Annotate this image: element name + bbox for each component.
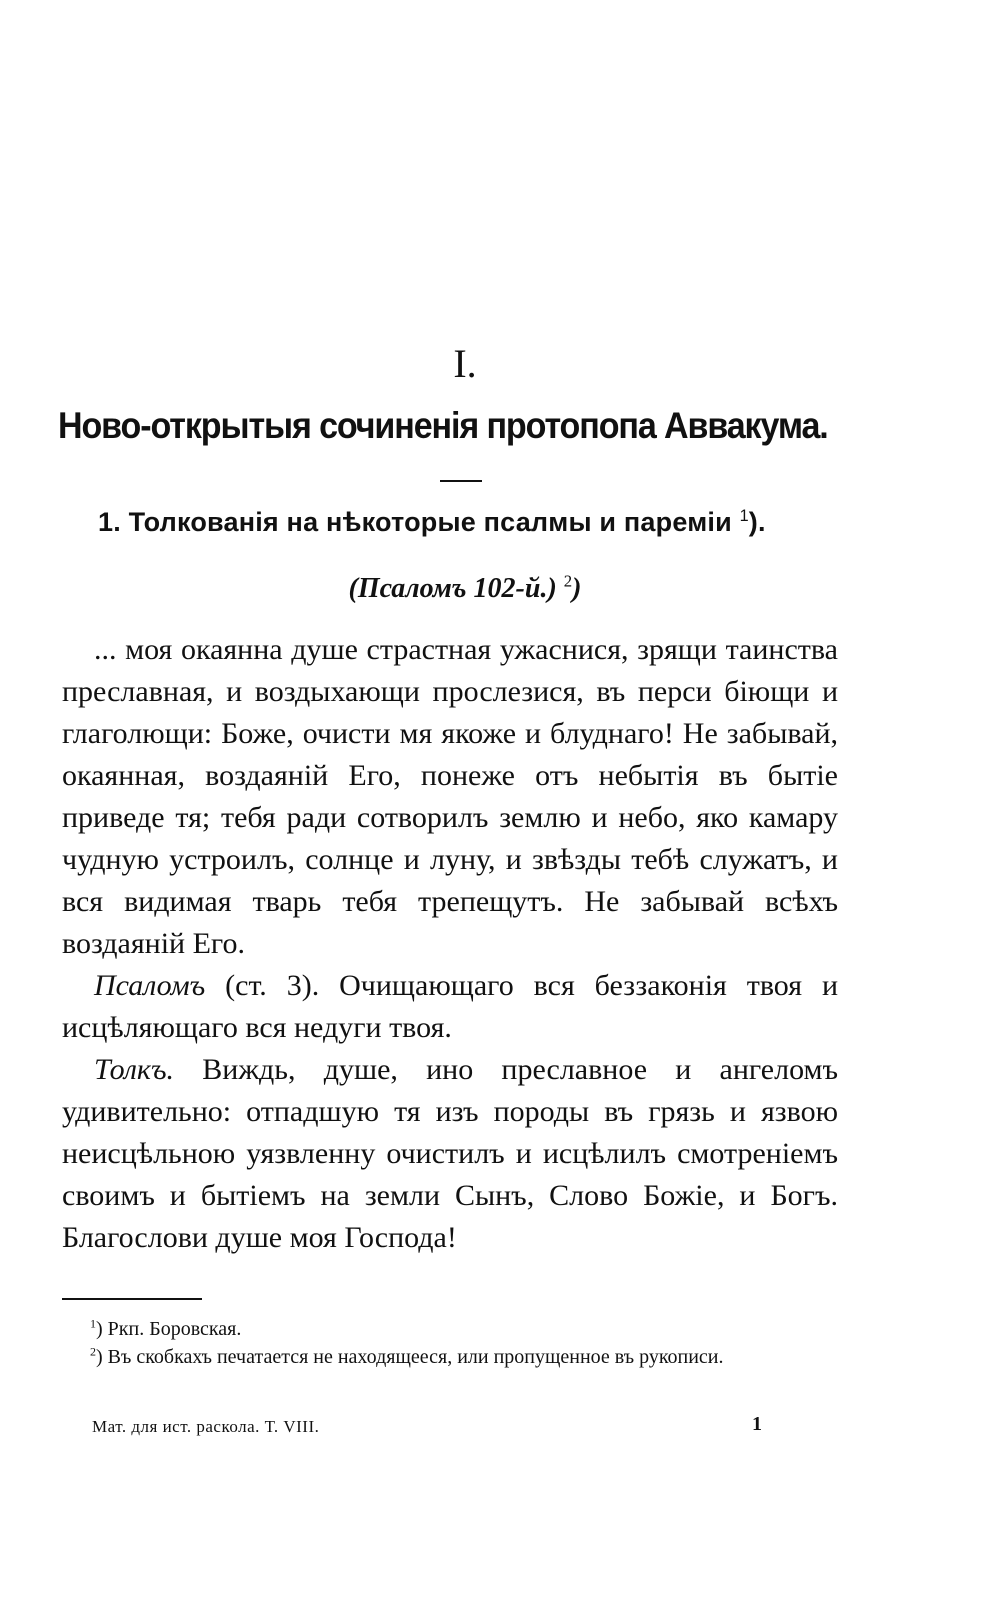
psalm-heading-text: (Псаломъ 102-й.) bbox=[348, 573, 557, 604]
footnote-1 bbox=[62, 1315, 838, 1343]
footnote-1-text: ) Ркп. Боровская. bbox=[96, 1318, 242, 1340]
paragraph-3 bbox=[62, 1049, 838, 1259]
psalm-heading bbox=[0, 571, 930, 607]
paragraph-2-text: (ст. 3). Очищающаго вся беззаконія твоя и исцѣляющаго вся недуги твоя. bbox=[62, 969, 838, 1044]
title-divider bbox=[440, 480, 482, 482]
commentary-label: Толкъ. bbox=[94, 1053, 175, 1086]
psalm-heading-close: ) bbox=[572, 573, 582, 604]
psalm-label: Псаломъ bbox=[94, 969, 206, 1002]
chapter-number: I. bbox=[453, 341, 477, 386]
footnote-marker-2: 2 bbox=[90, 1344, 96, 1359]
footer-signature: Мат. для ист. раскола. Т. VIII. bbox=[92, 1417, 320, 1436]
section-title bbox=[98, 502, 858, 542]
footnote-divider bbox=[62, 1298, 202, 1300]
page-number: 1 bbox=[752, 1413, 762, 1435]
footnote-ref-2: 2 bbox=[563, 571, 573, 591]
footnote-marker-1: 1 bbox=[90, 1316, 96, 1331]
body-text bbox=[62, 629, 838, 1259]
section-title-text: 1. Толкованія на нѣкоторые псалмы и пареміи bbox=[98, 507, 732, 537]
paragraph-2 bbox=[62, 965, 838, 1049]
footnote-ref-1: 1 bbox=[739, 507, 749, 525]
footnote-2 bbox=[62, 1343, 838, 1371]
paragraph-1: ... моя окаянна душе страстная ужаснися, зрящи таинства преславная, и воздыхающи прослезися, въ перси біющи и глаголющи: Боже, очисти мя якоже и блуднаго! Не забывай, окаянная, воздаяній Его, понеже отъ небытія въ бытіе приведе тя; тебя ради сотворилъ землю и небо, яко камару чудную устроилъ, солнце и луну, и звѣзды тебѣ служатъ, и вся видимая тварь тебя трепещутъ. Не забывай всѣхъ воздаяній Его. bbox=[62, 633, 838, 960]
footnote-2-text: ) Въ скобкахъ печатается не находящееся, или пропущенное въ рукописи. bbox=[96, 1346, 724, 1368]
paragraph-3-text: Виждь, душе, ино преславное и ангеломъ удивительно: отпадшую тя изъ породы въ грязь и язвою неисцѣльною уязвленну очистилъ и исцѣлилъ смотреніемъ своимъ и бытіемъ на земли Сынъ, Слово Божіе, и Богъ. Благослови душе моя Господа! bbox=[62, 1053, 838, 1254]
footnotes bbox=[62, 1315, 838, 1371]
section-title-end: ). bbox=[748, 507, 766, 537]
main-title: Ново-открытыя сочиненія протопопа Аввакума. bbox=[58, 405, 828, 446]
